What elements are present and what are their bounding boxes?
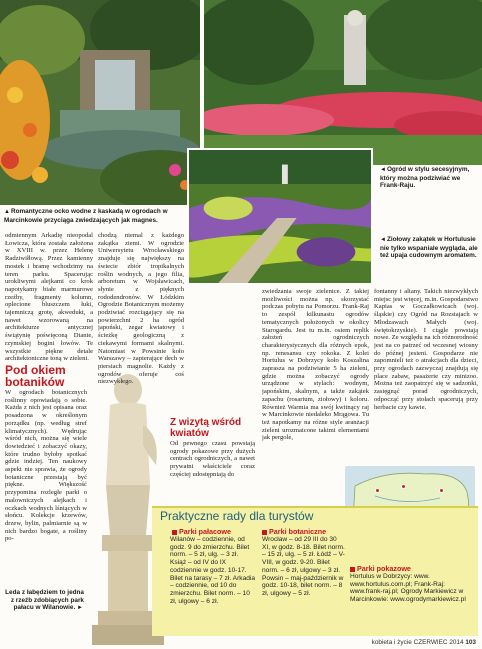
tip-body-botanical: Wrocław – od 29 III do 30 XI, w godz. 8-18. Bilet norm. – 15 zł, ulg. – 5 zł. Łódź – V-VIII, w godz. 9-20. Bilet norm. – 6 zł, ulgowy – 3 zł. Powsin – maj-październik w godz. 10-18, bilet norm. – 8 zł, ulgowy – 5 zł. (262, 536, 345, 597)
triangle-left-icon: ◄ (380, 167, 386, 173)
triangle-right-icon: ► (77, 605, 83, 612)
map-marker (375, 488, 380, 493)
heading-botanists: Pod okiem botaników (5, 363, 66, 389)
article-column-4 (374, 288, 478, 458)
caption-leda: Leda z łabędziem to jedna z rzeźb zdobiących park pałacu w Wilanowie. ► (5, 589, 84, 612)
map-marker (439, 488, 444, 493)
tips-title: Praktyczne rady dla turystów (160, 509, 314, 523)
paragraph: W ogrodach botanicznych roślinny opowiadają o sobie. Każda z nich jest opisana oraz posadzona w określonym porządku (np. według stref klimatycznych). Wędrując wśród nich, można się wiele dowiedzieć i zobaczyć okazy, które trudno byłoby spotkać gdzie indziej. Ten naukowy aspekt nie sprawia, że ogrody botaniczne przestają być piękne. Większość przypomina rozległe parki o malowniczych alejkach i oczkach wodnych lśniących w słońcu. Kolekcje krzewów, drzew, bylin, palmiarnie są w nich bardzo bogate, a rośliny po- (5, 389, 87, 543)
article-column-1 (5, 232, 93, 362)
tip-body-show: Hortulus w Dobrzycy: www. www.hortulus.com.pl; Frank-Raj: www.frank-raj.pl; Ogrody Markiewicz w Marcinkowie: www.ogrodymarkiewicz.pl (350, 573, 466, 604)
bullet-icon (350, 567, 355, 572)
tip-heading-palace: Parki pałacowe (172, 527, 231, 536)
magazine-brand: kobieta (371, 639, 393, 646)
issue-date: CZERWIEC 2014 (413, 639, 464, 646)
triangle-left-icon: ◄ (380, 237, 386, 243)
caption-waterfall: ▲Romantyczne ocko wodne z kaskadą w ogrodach w Marcinkowie przyciąga zwiedzających jak magnes. (4, 208, 168, 224)
paragraph: odmiennym Arkadię nieopodal Łowicza, która została założona w XVIII w. przez Helenę Radziwiłłową. Przez kamienny mostek i bramę wchodzimy na teren parku. Spacerując urokliwymi alejkami co krok napotykamy białe marmurowe rzeźby, fragmenty kolumn, oplecione bluszczem łuki, tajemniczą grotę, akwedukt, a nawet wzorowaną na architekturze antycznej świątynię poświęconą Dianie, rzymskiej bogini łowów. Te wszystkie piękne detale architektoniczne toną w zieleni. (5, 232, 93, 362)
map-marker (401, 484, 406, 489)
caption-herb-corner: ◄Ziołowy zakątek w Hortulusie nie tylko wspaniale wygląda, ale też upaja cudownym aromatem. (380, 236, 478, 260)
heading-flowers: Z wizytą wśród kwiatów (170, 417, 242, 439)
photo-waterfall-garden (0, 0, 200, 205)
photo-secession-garden (204, 0, 482, 165)
page-footer (372, 639, 476, 646)
tip-body-palace: Wilanów – codziennie, od godz. 9 do zmierzchu. Bilet norm. – 5 zł, ulg. – 3 zł. Książ – od IV do IX codziennie w godz. 10-17. Bilet na tarasy – 7 zł. Arkadia – codziennie, od 10 do zmierzchu. Bilet norm. – 10 zł, ulgowy – 6 zł. (170, 536, 256, 605)
tip-heading-show: Parki pokazowe (350, 564, 411, 573)
paragraph: zwiedzania swoje zielenice. Z takiej możliwości można np. skorzystać podczas pobytu na Pomorzu. Frank-Raj to zespół kilkunastu ogrodów tematycznych położonych w okolicy Starogardu. Jest tu m.in. osiem replik założeń ogrodniczych charakterystycznych dla różnych epok, np. renesansu czy rokoka. Z kolei Hortulus w Dobrzycy koło Koszalina zaprasza na podziwianie 5 ha zieleni, gdzie można zobaczyć ogrody urządzone w stylach: wodnym, japońskim, skalnym, a także zakątek zapachu (rosarium, ziołowy) i koloru. Również Warmia ma swój kwitnący raj w Marcinkowie niedaleko Mrągowa. Tu też napotkamy na różne style aranżacji zieleni urozmaicone takimi elementami jak pergole, (262, 288, 369, 442)
bullet-icon (172, 530, 177, 535)
page-number: 103 (465, 639, 476, 646)
paragraph: fontanny i altany. Takich niezwykłych miejsc jest więcej, m.in. Gospodarstwo Kapias w Goczałkowicach (woj. śląskie) czy Ogród na Rozstajach w Młodzawach Małych (woj. świętokrzyskie). I ciągle powstają nowe. Ze względu na ich różnorodność jest na co patrzeć od wczesnej wiosny do późnej jesieni. Gospodarze nie zapomnieli też o atrakcjach dla dzieci, przy ogrodach zazwyczaj znajdują się place zabaw, pasażerie czy minizoo. Można też zaopatrzyć się w sadzonki, zasięgnąć porad ogrodniczych, odpocząć przy stołach spacerują przy herbacie czy kawie. (374, 288, 478, 411)
triangle-icon: ▲ (4, 209, 10, 215)
article-column-2 (98, 232, 184, 412)
bullet-icon (262, 530, 267, 535)
tip-heading-botanical: Parki botaniczne (262, 527, 326, 536)
caption-secession: ◄Ogród w stylu secesyjnym, który można podziwiać we Frank-Raju. (380, 166, 470, 190)
article-column-1b (5, 389, 87, 587)
paragraph: Od pewnego czasu powstają ogrody pokazowe przy dużych centrach ogrodniczych, a nawet prywatni właściciele coraz częściej udostępniają do (170, 440, 255, 478)
paragraph: chodzą niemal z każdego zakątka ziemi. W ogrodzie Uniwersytetu Wrocławskiego znajduje się największy na świecie zbiór tropikalnych roślin wodnych, a jego filia, arboretum w Wojsławicach, słynie z pięknych rododendronów. W Łódzkim Ogrodzie Botanicznym możemy podziwiać rozciągający się na powierzchni 2 ha ogród japoński, zegar kwiatowy i ścieżkę geologiczną z ciekawymi formami skalnymi. Natomiast w Powsinie koło Warszawy – zapierające dech w piersiach magnolie. Każdy z ogrodów oferuje coś niezwykłego. (98, 232, 184, 386)
photo-herb-garden (187, 148, 373, 285)
magazine-brand-2: i życie (394, 639, 412, 646)
article-column-2b (170, 440, 255, 506)
